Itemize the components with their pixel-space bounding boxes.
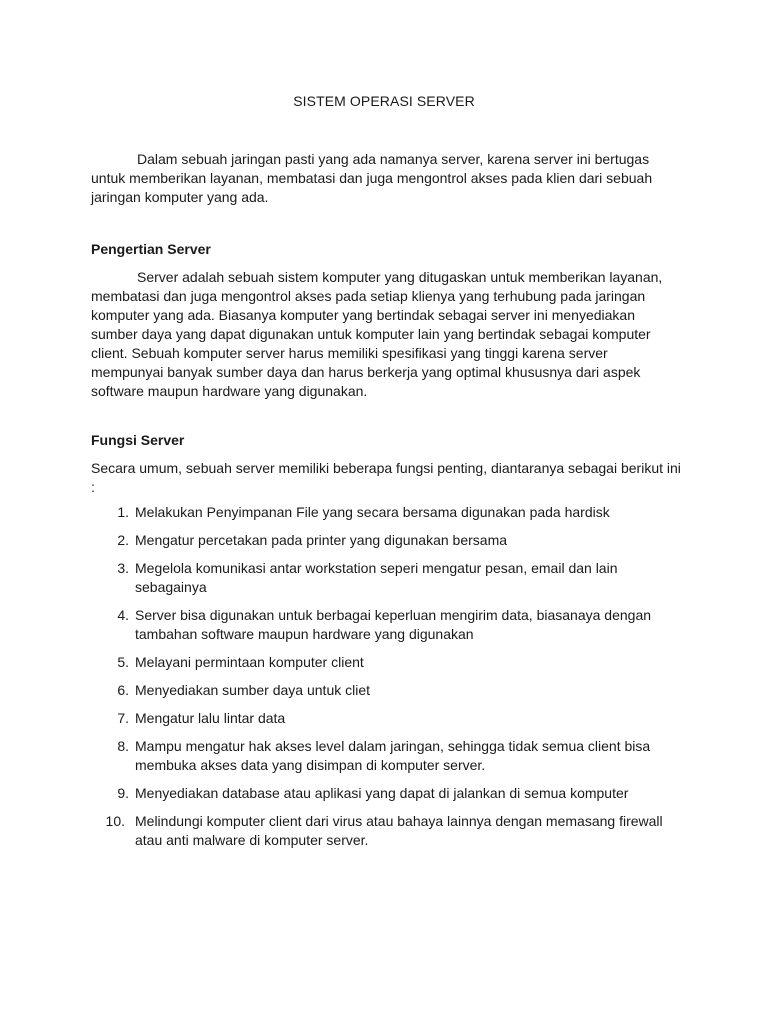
list-item-text: Menyediakan database atau aplikasi yang dapat di jalankan di semua komputer (135, 785, 629, 801)
fungsi-list (91, 503, 681, 859)
list-item-text: Server bisa digunakan untuk berbagai keperluan mengirim data, biasanaya dengan tambahan software maupun hardware yang digunakan (135, 607, 652, 642)
list-number: 1. (117, 504, 129, 520)
list-number: 5. (117, 654, 129, 670)
list-number: 2. (117, 532, 129, 548)
fungsi-lead-paragraph: Secara umum, sebuah server memiliki beberapa fungsi penting, diantaranya sebagai berikut ini : (91, 460, 681, 495)
list-number: 8. (117, 738, 129, 754)
list-number: 9. (117, 785, 129, 801)
list-number: 3. (117, 560, 129, 576)
list-item (91, 812, 681, 850)
list-item-text: Mengatur lalu lintar data (135, 710, 286, 726)
list-item (91, 503, 681, 522)
list-item (91, 681, 681, 700)
list-item-text: Melakukan Penyimpanan File yang secara bersama digunakan pada hardisk (135, 504, 610, 520)
list-item-text: Mengatur percetakan pada printer yang digunakan bersama (135, 532, 508, 548)
list-item (91, 606, 681, 644)
list-number: 10. (105, 813, 125, 829)
list-item-text: Melindungi komputer client dari virus atau bahaya lainnya dengan memasang firewall atau anti malware di komputer server. (135, 813, 663, 848)
heading-pengertian-server: Pengertian Server (91, 241, 211, 257)
list-number: 7. (117, 710, 129, 726)
list-item-text: Megelola komunikasi antar workstation seperi mengatur pesan, email dan lain sebagainya (135, 560, 618, 595)
list-item-text: Mampu mengatur hak akses level dalam jaringan, sehingga tidak semua client bisa membuka akses data yang disimpan di komputer server. (135, 738, 651, 773)
list-item (91, 559, 681, 597)
list-item (91, 653, 681, 672)
list-item-text: Melayani permintaan komputer client (135, 654, 364, 670)
list-number: 4. (117, 607, 129, 623)
list-item (91, 531, 681, 550)
document-title: SISTEM OPERASI SERVER (293, 93, 475, 109)
pengertian-paragraph: Server adalah sebuah sistem komputer yang ditugaskan untuk memberikan layanan, membatasi dan juga mengontrol akses pada setiap klienya yang terhubung pada jaringan komputer yang ada. Biasanya komputer yang bertindak sebagai server ini menyediakan sumber daya yang dapat digunakan untuk komputer lain yang bertindak sebagai komputer client. Sebuah komputer server harus memiliki spesifikasi yang tinggi karena server mempunyai banyak sumber daya dan harus berkerja yang optimal khususnya dari aspek software maupun hardware yang digunakan. (91, 269, 663, 399)
list-item (91, 784, 681, 803)
list-item (91, 737, 681, 775)
list-number: 6. (117, 682, 129, 698)
list-item-text: Menyediakan sumber daya untuk cliet (135, 682, 371, 698)
heading-fungsi-server: Fungsi Server (91, 432, 185, 448)
list-item (91, 709, 681, 728)
intro-paragraph: Dalam sebuah jaringan pasti yang ada namanya server, karena server ini bertugas untuk memberikan layanan, membatasi dan juga mengontrol akses pada klien dari sebuah jaringan komputer yang ada. (91, 151, 653, 205)
